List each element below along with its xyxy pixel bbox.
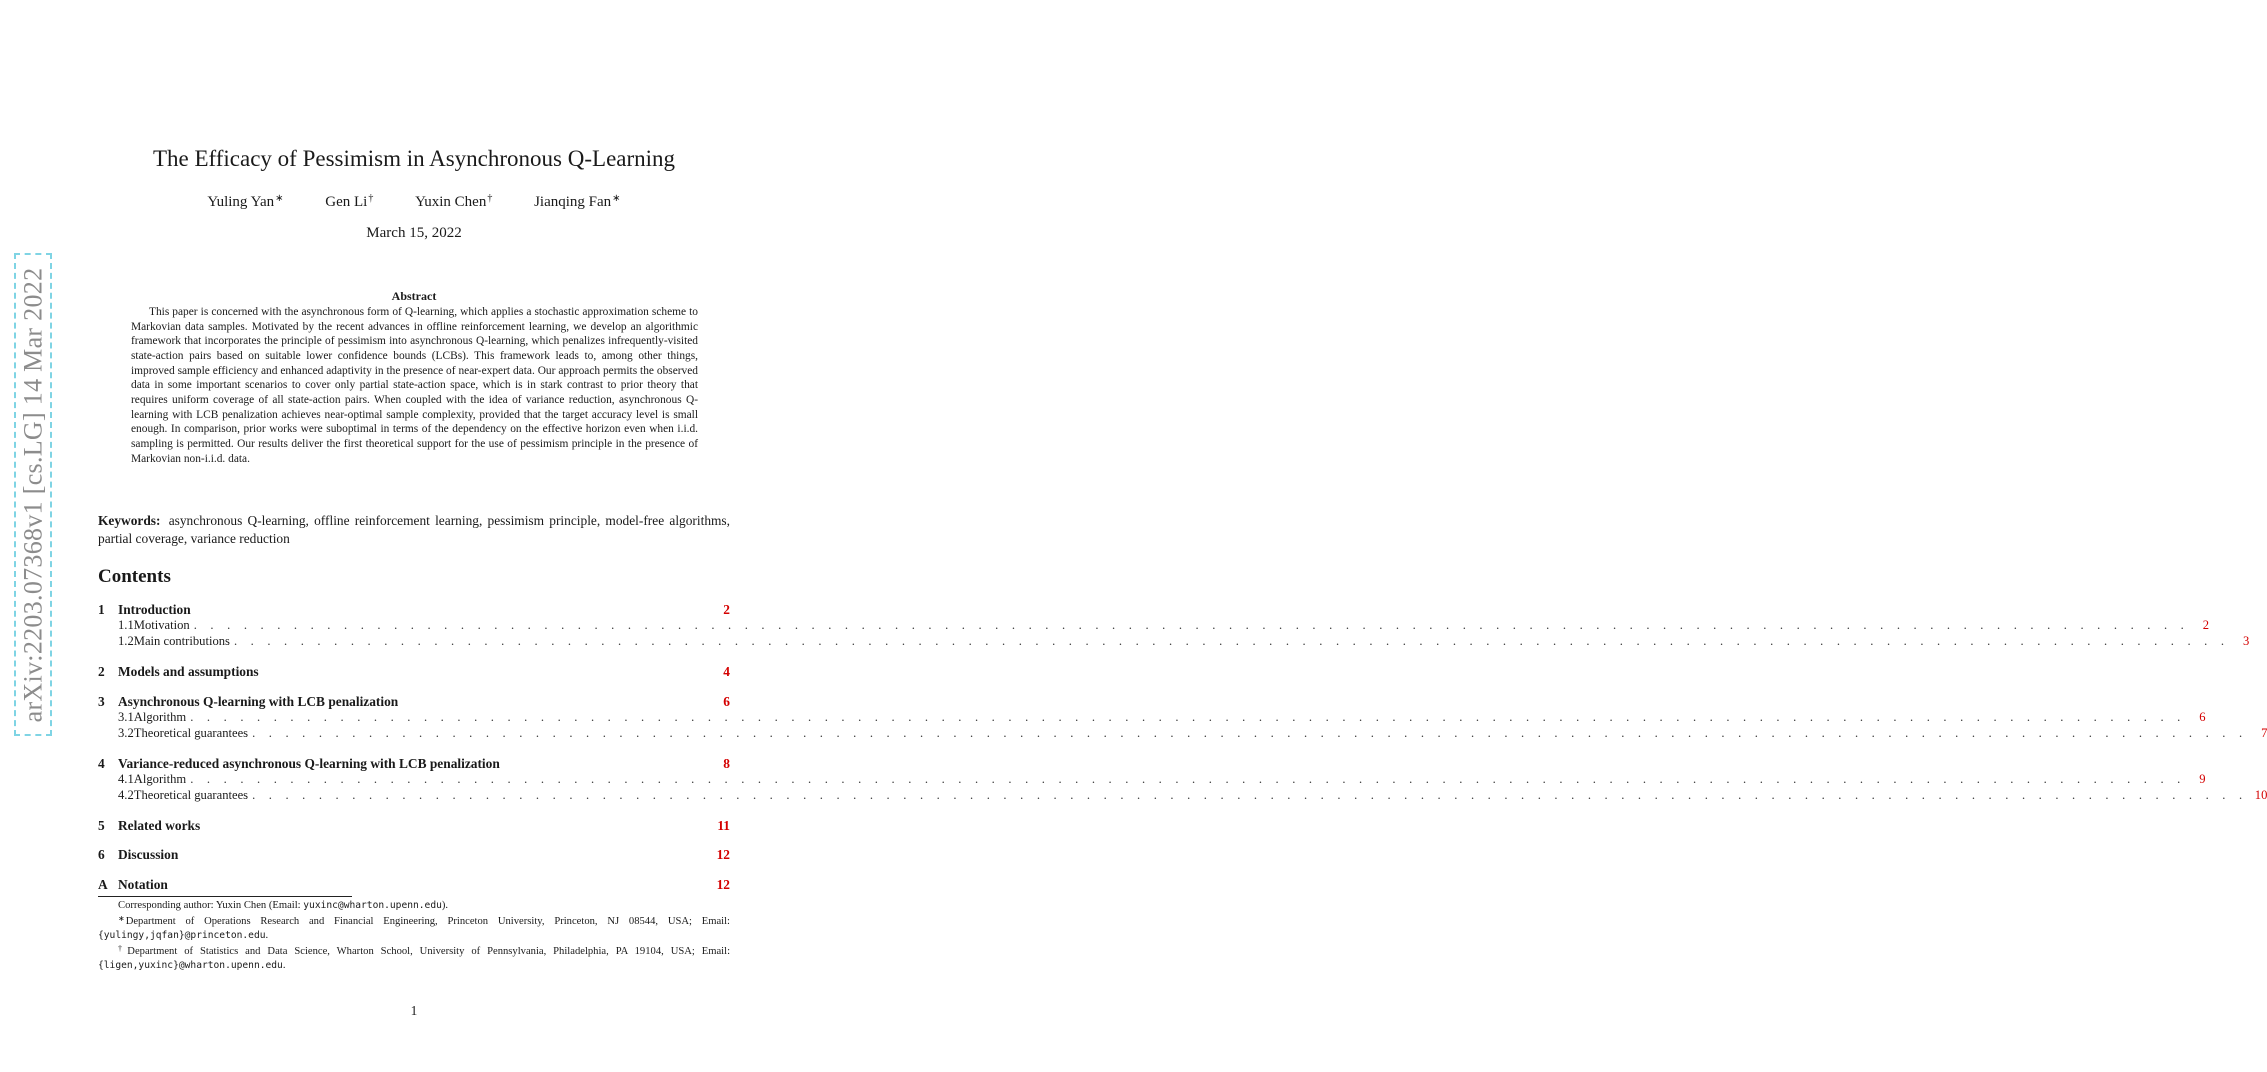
toc-page-link[interactable]: 9 xyxy=(2199,772,2206,786)
toc-page-link[interactable]: 2 xyxy=(2202,618,2210,632)
toc-entry-number: 3.2 xyxy=(118,726,134,740)
arxiv-stamp xyxy=(14,253,52,736)
toc-page-link[interactable]: 3 xyxy=(2242,634,2250,648)
toc-dot-leader: . . . . . . . . . . . . . . . . . . . . . . . . . . . . . . . . . . . . . . . . . . . . . . . . . . . . . . . . . . . . . . . . . . . . . . . . . . . . . . . . . . . . . . . . . . . . . . . . . . . . . . . . . . . . . . . . . . . . . . . . xyxy=(193,618,2190,632)
toc-page-link[interactable]: 10 xyxy=(2254,788,2267,802)
toc-dot-leader: . . . . . . . . . . . . . . . . . . . . . . . . . . . . . . . . . . . . . . . . . . . . . . . . . . . . . . . . . . . . . . . . . . . . . . . . . . . . . . . . . . . . . . . . . . . . . . . . . . . . . . . . . . . . . . . . . . . . . . . . xyxy=(190,772,2186,786)
affiliation-mark: † xyxy=(368,193,374,204)
paper-date: March 15, 2022 xyxy=(366,225,462,241)
page-number: 1 xyxy=(410,1003,418,1018)
toc-entry-label[interactable]: Discussion xyxy=(118,847,179,862)
toc-entry-label[interactable]: Introduction xyxy=(118,602,191,617)
toc-page-link[interactable]: 6 xyxy=(2199,710,2206,724)
footnotes xyxy=(98,899,730,972)
author-list xyxy=(0,193,828,211)
toc-dot-leader: . . . . . . . . . . . . . . . . . . . . . . . . . . . . . . . . . . . . . . . . . . . . . . . . . . . . . . . . . . . . . . . . . . . . . . . . . . . . . . . . . . . . . . . . . . . . . . . . . . . . . . . . . . . . . . . . . . . . . . . . xyxy=(252,726,2248,740)
toc-entry[interactable] xyxy=(98,664,730,682)
author: Jianqing Fan∗ xyxy=(534,193,621,210)
keywords-text: asynchronous Q-learning, offline reinforcement learning, pessimism principle, model-free algorithms, partial coverage, variance reduction xyxy=(98,513,730,546)
abstract-text: This paper is concerned with the asynchronous form of Q-learning, which applies a stochastic approximation scheme to Markovian data samples. Motivated by the recent advances in offline reinforcement learning, we develop an algorithmic framework that incorporates the principle of pessimism into asynchronous Q-learning, which penalizes infrequently-visited state-action pairs based on suitable lower confidence bounds (LCBs). This framework leads to, among other things, improved sample efficiency and enhanced adaptivity in the presence of near-expert data. Our approach permits the observed data in some important scenarios to cover only partial state-action space, which is in stark contrast to prior theory that requires uniform coverage of all state-action pairs. When coupled with the idea of variance reduction, asynchronous Q-learning with LCB penalization achieves near-optimal sample complexity, provided that the target accuracy level is small enough. In comparison, prior works were suboptimal in terms of the dependency on the effective horizon even when i.i.d. sampling is permitted. Our results deliver the first theoretical support for the use of pessimism principle in the presence of Markovian non-i.i.d. data. xyxy=(131,306,698,465)
toc-entry-label[interactable]: Algorithm xyxy=(133,710,187,724)
abstract-heading: Abstract xyxy=(391,289,437,303)
paper-title: The Efficacy of Pessimism in Asynchronous Q-Learning xyxy=(152,146,676,171)
toc-entry[interactable] xyxy=(98,818,730,836)
toc-entry-number: A xyxy=(98,877,108,892)
toc-entry-number: 4.1 xyxy=(118,772,134,786)
toc-dot-leader: . . . . . . . . . . . . . . . . . . . . . . . . . . . . . . . . . . . . . . . . . . . . . . . . . . . . . . . . . . . . . . . . . . . . . . . . . . . . . . . . . . . . . . . . . . . . . . . . . . . . . . . . . . . . . . . . . . . . . . . . xyxy=(252,788,2248,802)
keywords xyxy=(98,512,730,548)
footnote-rule xyxy=(98,896,352,897)
toc-entry[interactable] xyxy=(98,877,730,895)
toc-entry-label[interactable]: Motivation xyxy=(133,618,190,632)
toc-entry-number: 2 xyxy=(98,664,105,679)
toc-page-link[interactable]: 12 xyxy=(716,847,730,862)
toc-dot-leader: . . . . . . . . . . . . . . . . . . . . . . . . . . . . . . . . . . . . . . . . . . . . . . . . . . . . . . . . . . . . . . . . . . . . . . . . . . . . . . . . . . . . . . . . . . . . . . . . . . . . . . . . . . . . . . . . . . . . . . . . xyxy=(190,710,2186,724)
footnote-corresponding: Corresponding author: Yuxin Chen (Email: yuxinc@wharton.upenn.edu). xyxy=(118,900,449,911)
toc-page-link[interactable]: 7 xyxy=(2261,726,2267,740)
toc-dot-leader: . . . . . . . . . . . . . . . . . . . . . . . . . . . . . . . . . . . . . . . . . . . . . . . . . . . . . . . . . . . . . . . . . . . . . . . . . . . . . . . . . . . . . . . . . . . . . . . . . . . . . . . . . . . . . . . . . . . . . . . . xyxy=(233,634,2230,648)
author: Yuling Yan∗ xyxy=(207,193,284,210)
arxiv-stamp-text: arXiv:2203.07368v1 [cs.LG] 14 Mar 2022 xyxy=(18,267,47,722)
toc-entry-number: 1.1 xyxy=(118,618,134,632)
contents-heading: Contents xyxy=(98,566,171,587)
author: Gen Li† xyxy=(325,193,374,210)
toc-entry-label[interactable]: Main contributions xyxy=(133,634,230,648)
toc-entry-number: 1 xyxy=(98,602,105,617)
toc-entry-number: 6 xyxy=(98,847,105,862)
email-link[interactable]: yuxinc@wharton.upenn.edu xyxy=(303,900,442,911)
toc-entry-label[interactable]: Models and assumptions xyxy=(118,664,259,679)
toc-entry-label[interactable]: Related works xyxy=(118,818,201,833)
email-link[interactable]: {yulingy,jqfan}@princeton.edu xyxy=(98,929,266,941)
toc-entry[interactable] xyxy=(98,788,2267,806)
toc-entry-label[interactable]: Notation xyxy=(118,877,168,892)
toc-page-link[interactable]: 2 xyxy=(723,602,730,617)
toc-entry[interactable] xyxy=(98,726,2267,744)
toc-entry-label[interactable]: Variance-reduced asynchronous Q-learning with LCB penalization xyxy=(118,756,500,771)
toc-entry[interactable] xyxy=(98,847,730,865)
affiliation-mark: ∗ xyxy=(612,193,621,204)
affiliation-mark: ∗ xyxy=(275,193,284,204)
toc-page-link[interactable]: 11 xyxy=(717,818,730,833)
toc-entry-number: 4 xyxy=(98,756,105,771)
toc-entry-label[interactable]: Algorithm xyxy=(133,772,187,786)
toc-entry-label[interactable]: Theoretical guarantees xyxy=(133,788,249,802)
toc-entry-number: 3.1 xyxy=(118,710,134,724)
author: Yuxin Chen† xyxy=(415,193,493,210)
toc-page-link[interactable]: 6 xyxy=(723,694,730,709)
email-link[interactable]: {ligen,yuxinc}@wharton.upenn.edu xyxy=(98,959,283,971)
affiliation-mark: † xyxy=(487,193,493,204)
toc-entry-number: 5 xyxy=(98,818,105,833)
toc-entry[interactable] xyxy=(98,634,2250,652)
toc-entry-number: 4.2 xyxy=(118,788,134,802)
footnote-affiliation-1: ∗Department of Operations Research and Financial Engineering, Princeton University, Princeton, NJ 08544, USA; Email: {yulingy,jqfan}@princeton.edu. xyxy=(98,914,730,941)
footnote-affiliation-2: †Department of Statistics and Data Science, Wharton School, University of Pennsylvania, Philadelphia, PA 19104, USA; Email: {ligen,yuxinc}@wharton.upenn.edu. xyxy=(98,944,731,971)
toc-page-link[interactable]: 8 xyxy=(723,756,730,771)
toc-entry-number: 1.2 xyxy=(118,634,134,648)
keywords-label: Keywords: xyxy=(98,513,161,528)
toc-entry-label[interactable]: Asynchronous Q-learning with LCB penalization xyxy=(118,694,399,709)
toc-page-link[interactable]: 4 xyxy=(723,664,730,679)
toc-entry-label[interactable]: Theoretical guarantees xyxy=(133,726,249,740)
toc-entry-number: 3 xyxy=(98,694,105,709)
toc-page-link[interactable]: 12 xyxy=(716,877,730,892)
